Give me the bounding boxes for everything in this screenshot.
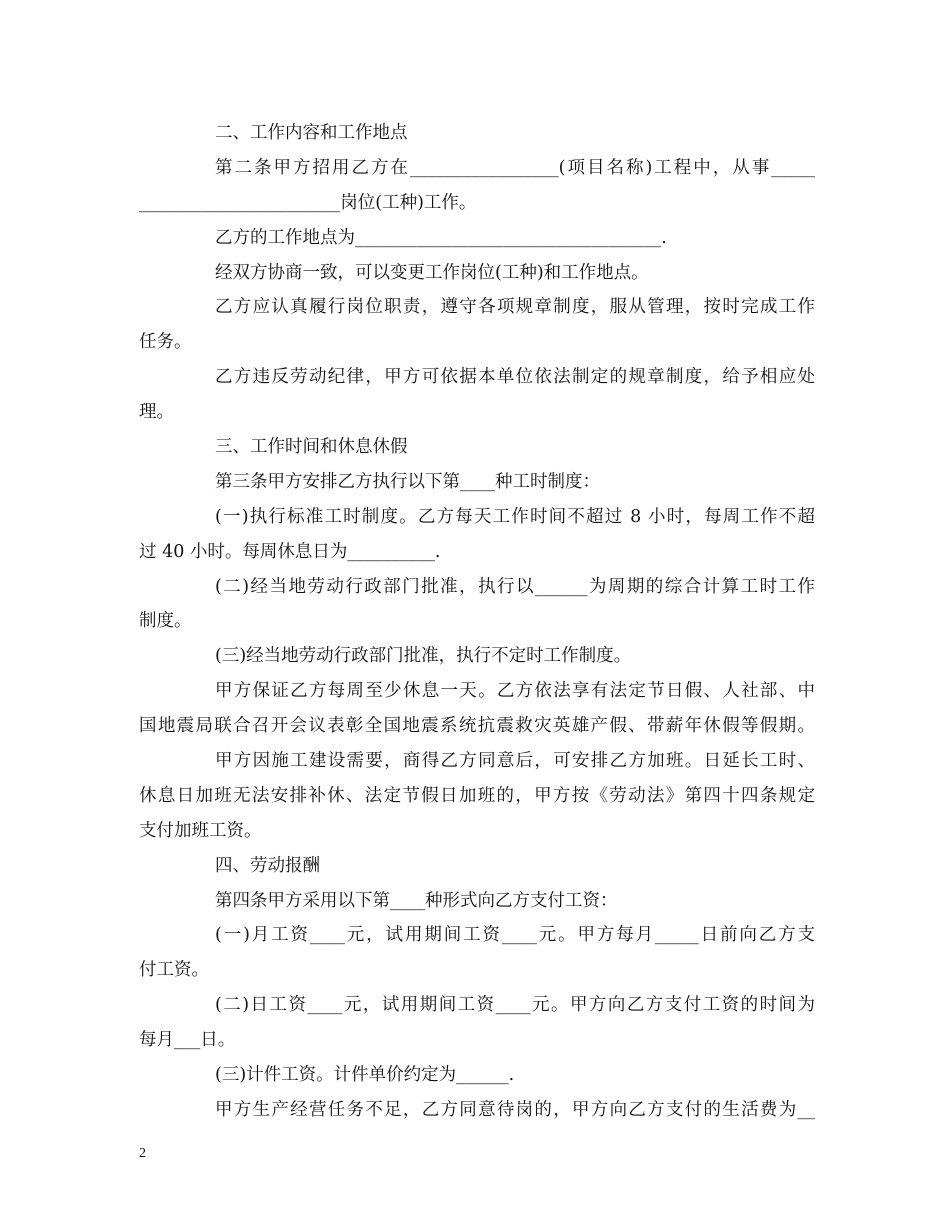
document-body [139, 116, 815, 1128]
paragraph-line: 任务。 [139, 332, 192, 353]
section-heading: 二、工作内容和工作地点 [215, 123, 408, 143]
paragraph-line: 甲方因施工建设需要，商得乙方同意后，可安排乙方加班。日延长工时、 [215, 751, 815, 772]
paragraph-line: 乙方的工作地点为___________________________________. [215, 227, 667, 248]
section-heading: 四、劳动报酬 [215, 855, 320, 876]
page-number: 2 [139, 1146, 146, 1161]
paragraph-line: 休息日加班无法安排补休、法定节假日加班的，甲方按《劳动法》第四十四条规定 [139, 785, 815, 806]
paragraph-line: 第四条甲方采用以下第____种形式向乙方支付工资： [215, 890, 618, 911]
paragraph-line: 国地震局联合召开会议表彰全国地震系统抗震救灾英雄产假、带薪年休假等假期。 [139, 716, 815, 737]
paragraph-line: 付工资。 [139, 960, 209, 981]
paragraph-line: (一)月工资____元，试用期间工资____元。甲方每月_____日前向乙方支 [215, 925, 815, 946]
paragraph-line: 支付加班工资。 [139, 820, 262, 841]
paragraph-line: 经双方协商一致，可以变更工作岗位(工种)和工作地点。 [215, 262, 649, 283]
paragraph-line: (二)经当地劳动行政部门批准，执行以______为周期的综合计算工时工作 [215, 576, 815, 597]
section-heading: 三、工作时间和休息休假 [215, 437, 408, 458]
paragraph-line: (一)执行标准工时制度。乙方每天工作时间不超过 8 小时，每周工作不超 [215, 506, 815, 527]
paragraph-line: 制度。 [139, 611, 192, 632]
paragraph-line: 第二条甲方招用乙方在_________________(项目名称)工程中，从事_____ [215, 157, 815, 178]
paragraph-line: (二)日工资____元，试用期间工资____元。甲方向乙方支付工资的时间为 [215, 995, 815, 1016]
paragraph-line: _______________________岗位(工种)工作。 [139, 192, 477, 213]
paragraph-line: 乙方应认真履行岗位职责，遵守各项规章制度，服从管理，按时完成工作 [215, 297, 815, 318]
paragraph-line: 乙方违反劳动纪律，甲方可依据本单位依法制定的规章制度，给予相应处 [215, 367, 815, 388]
paragraph-line: 每月___日。 [139, 1030, 236, 1051]
paragraph-line: (三)经当地劳动行政部门批准，执行不定时工作制度。 [215, 646, 632, 667]
paragraph-line: 第三条甲方安排乙方执行以下第____种工时制度： [215, 471, 600, 492]
paragraph-line: 甲方保证乙方每周至少休息一天。乙方依法享有法定节日假、人社部、中 [215, 681, 815, 702]
paragraph-line: 甲方生产经营任务不足，乙方同意待岗的，甲方向乙方支付的生活费为__ [215, 1099, 815, 1120]
paragraph-line: (三)计件工资。计件单价约定为______. [215, 1065, 515, 1086]
paragraph-line: 过 40 小时。每周休息日为__________. [139, 541, 441, 562]
paragraph-line: 理。 [139, 402, 174, 423]
